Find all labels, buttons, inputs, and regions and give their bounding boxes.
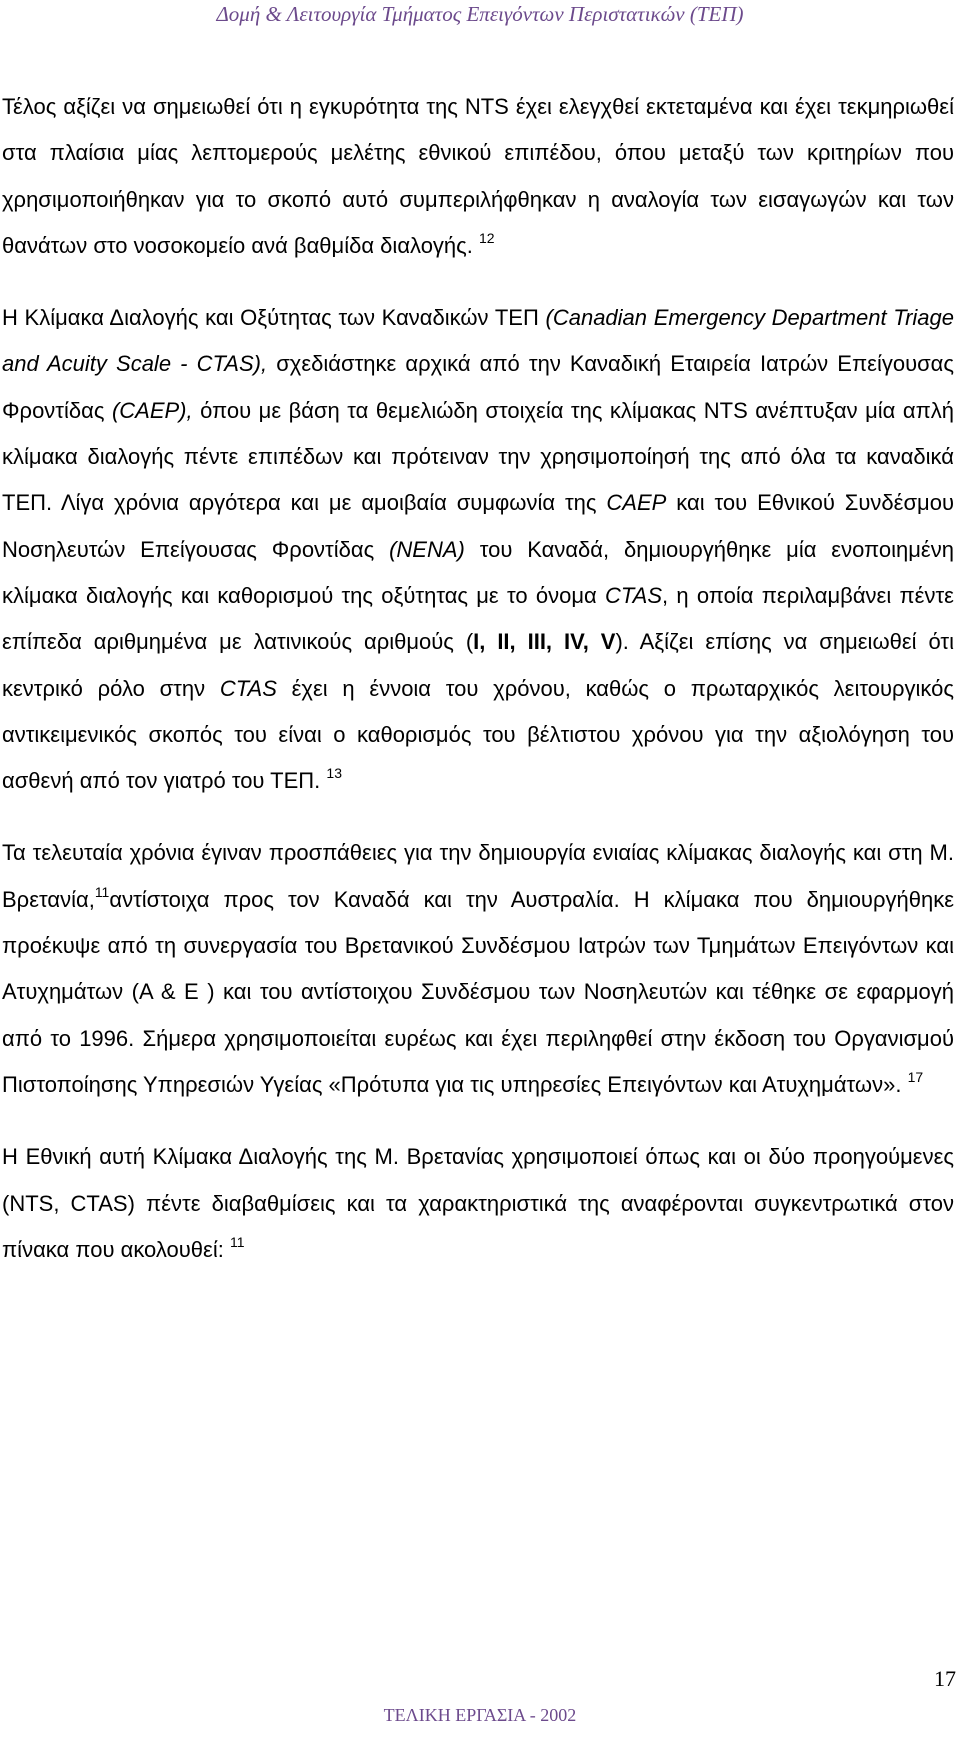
paragraph-uk-scale bbox=[2, 830, 954, 1108]
text-run: και του Εθνικού Συνδέσμου Νοσηλευτών Επείγουσας Φροντίδας bbox=[2, 490, 954, 562]
italic-run: (CAEP), bbox=[111, 397, 193, 423]
running-header: Δομή & Λειτουργία Τμήματος Επειγόντων Περιστατικών (ΤΕΠ) bbox=[216, 2, 744, 26]
paragraph-uk-national-scale bbox=[2, 1134, 954, 1273]
text-run: Τα τελευταία χρόνια έγιναν προσπάθειες για την δημιουργία ενιαίας κλίμακας διαλογής και στη Μ. Βρετανία, bbox=[2, 840, 954, 912]
reference-superscript: 13 bbox=[326, 765, 342, 782]
italic-run: CTAS bbox=[219, 675, 277, 701]
bold-run: I, II, III, IV, V bbox=[473, 629, 616, 655]
text-run: Η Κλίμακα Διαλογής και Οξύτητας των Καναδικών ΤΕΠ bbox=[2, 305, 546, 331]
paragraph-text: Η Εθνική αυτή Κλίμακα Διαλογής της Μ. Βρετανίας χρησιμοποιεί όπως και οι δύο προηγούμενες (NTS, CTAS) πέντε διαβαθμίσεις και τα χαρακτηριστικά της αναφέρονται συγκεντρωτικά στον πίνακα που ακολουθεί: bbox=[2, 1144, 954, 1262]
italic-run: (NENA) bbox=[389, 536, 465, 562]
text-run: ). Αξίζει επίσης να σημειωθεί ότι κεντρικό ρόλο στην bbox=[2, 629, 954, 701]
running-footer: ΤΕΛΙΚΗ ΕΡΓΑΣΙΑ - 2002 bbox=[383, 1705, 577, 1725]
reference-superscript: 11 bbox=[229, 1233, 245, 1250]
italic-run: (Canadian Emergency Department Triage and Acuity Scale - CTAS), bbox=[2, 305, 954, 377]
italic-run: CTAS bbox=[604, 582, 663, 608]
text-run: έχει η έννοια του χρόνου, καθώς ο πρωταρχικός λειτουργικός αντικειμενικός σκοπός του είναι ο καθορισμός του βέλτιστου χρόνου για την αξιολόγηση του ασθενή από τον γιατρό του ΤΕΠ. bbox=[2, 675, 954, 794]
reference-superscript: 17 bbox=[907, 1068, 924, 1085]
text-run: αντίστοιχα προς τον Καναδά και την Αυστραλία. Η κλίμακα που δημιουργήθηκε προέκυψε από τη συνεργασία του Βρετανικού Συνδέσμου Ιατρών των Τμημάτων Επειγόντων και Ατυχημάτων (Α & Ε ) και του αντίστοιχου Συνδέσμου των Νοσηλευτών και τέθηκε σε εφαρμογή από το 1996. Σήμερα χρησιμοποιείται ευρέως και έχει περιληφθεί στην έκδοση του Οργανισμού Πιστοποίησης Υπηρεσιών Υγείας «Πρότυπα για τις υπηρεσίες Επειγόντων και Ατυχημάτων». bbox=[2, 886, 954, 1097]
page-number: 17 bbox=[934, 1666, 956, 1691]
text-run: , η οποία περιλαμβάνει πέντε επίπεδα αριθμημένα με λατινικούς αριθμούς ( bbox=[2, 582, 954, 655]
text-run: σχεδιάστηκε αρχικά από την Καναδική Εταιρεία Ιατρών Επείγουσας Φροντίδας bbox=[2, 351, 954, 423]
document-body bbox=[2, 84, 954, 1273]
reference-superscript: 12 bbox=[479, 229, 495, 246]
italic-run: CAEP bbox=[606, 490, 667, 516]
paragraph-text: Τέλος αξίζει να σημειωθεί ότι η εγκυρότητα της NTS έχει ελεγχθεί εκτεταμένα και έχει τεκμηριωθεί στα πλαίσια μίας λεπτομερούς μελέτης εθνικού επιπέδου, όπου μεταξύ των κριτηρίων που χρησιμοποιήθηκαν για το σκοπό αυτό συμπεριλήφθηκαν η αναλογία των εισαγωγών και των θανάτων στο νοσοκομείο ανά βαθμίδα διαλογής. bbox=[2, 94, 954, 258]
text-run: όπου με βάση τα θεμελιώδη στοιχεία της κλίμακας NTS ανέπτυξαν μία απλή κλίμακα διαλογής πέντε επιπέδων και πρότειναν την χρησιμοποίησή της από όλα τα καναδικά ΤΕΠ. Λίγα χρόνια αργότερα και με αμοιβαία συμφωνία της bbox=[2, 397, 954, 516]
paragraph-nts-validity bbox=[2, 84, 954, 269]
paragraph-ctas bbox=[2, 295, 954, 804]
text-run: του Καναδά, δημιουργήθηκε μία ενοποιημένη κλίμακα διαλογής και καθορισμού της οξύτητας με το όνομα bbox=[2, 536, 954, 608]
reference-superscript: 11 bbox=[94, 883, 110, 900]
